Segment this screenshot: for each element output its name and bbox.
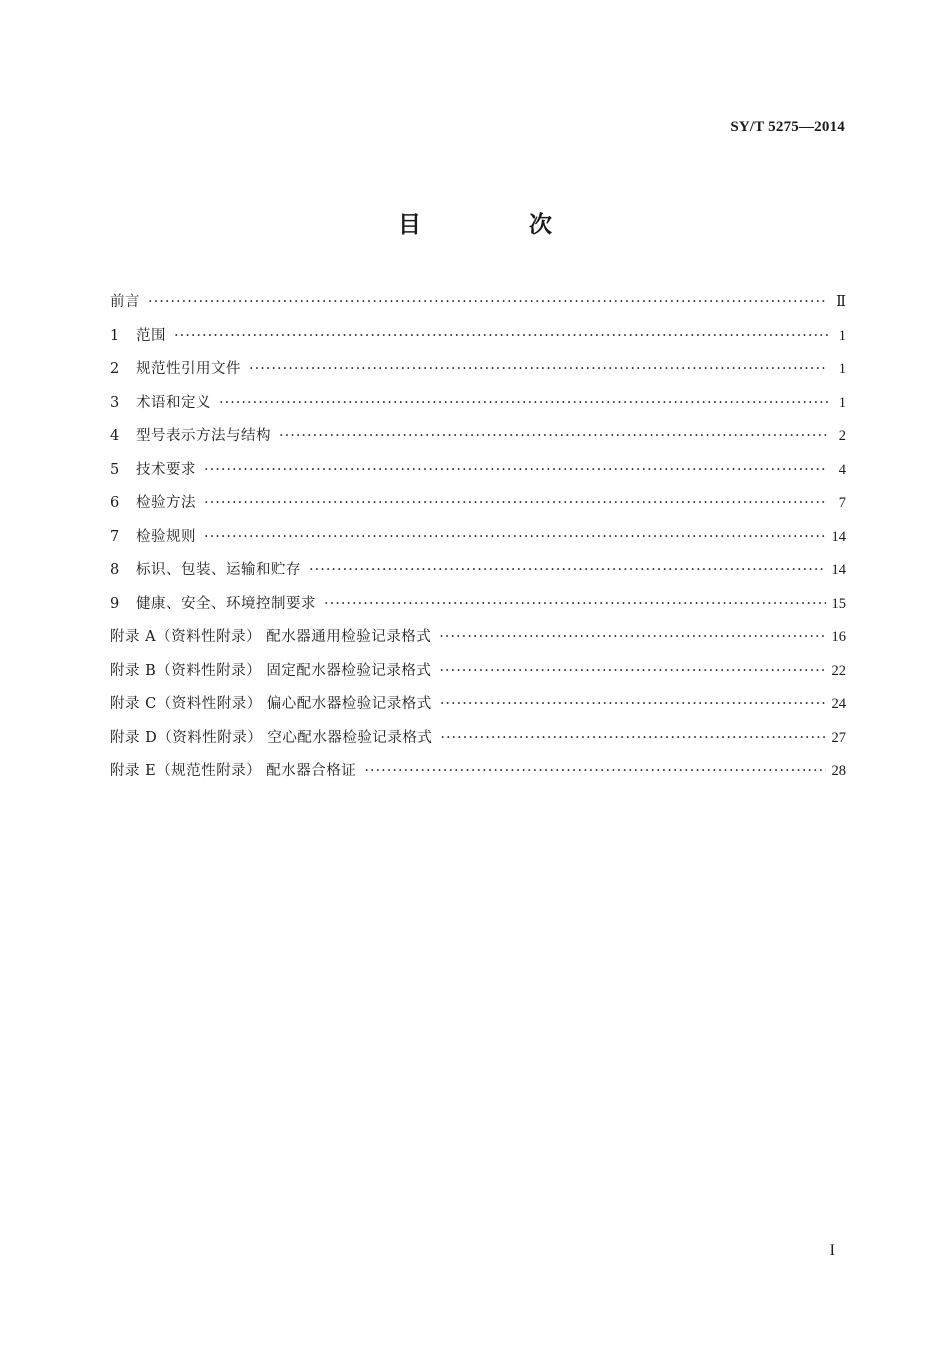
toc-entry-label: 检验规则 [136, 528, 196, 545]
toc-entry-number: 5 [110, 461, 120, 478]
toc-entry[interactable] [110, 625, 846, 659]
toc-entry[interactable] [110, 525, 846, 559]
toc-entry-page: 22 [831, 662, 846, 679]
toc-dot-leader [204, 458, 828, 483]
toc-entry[interactable] [110, 592, 846, 626]
toc-entry-page: 1 [838, 327, 846, 344]
toc-entry-page: 28 [831, 763, 846, 779]
toc-entry-number: 3 [110, 394, 120, 411]
toc-entry-label: 健康、安全、环境控制要求 [136, 595, 316, 612]
toc-entry[interactable] [110, 491, 846, 525]
toc-entry-number: 7 [110, 528, 120, 545]
toc-entry-number: 6 [110, 495, 120, 511]
toc-entry-label: 前言 [110, 294, 140, 310]
toc-entry-number: 4 [110, 428, 120, 444]
toc-dot-leader [204, 491, 828, 516]
toc-entry-page: 24 [831, 696, 846, 712]
toc-dot-leader [440, 692, 826, 717]
toc-entry-label: 型号表示方法与结构 [136, 428, 271, 444]
toc-entry[interactable] [110, 391, 846, 425]
toc-dot-leader [439, 659, 825, 684]
toc-entry[interactable] [110, 324, 846, 358]
toc-entry-number: 1 [110, 327, 120, 344]
toc-dot-leader [439, 625, 825, 650]
toc-entry-label: 技术要求 [136, 461, 196, 478]
toc-dot-leader [204, 525, 826, 550]
table-of-contents [110, 290, 846, 793]
toc-dot-leader [440, 726, 825, 751]
toc-dot-leader [309, 558, 826, 583]
toc-entry-page: 16 [831, 629, 846, 645]
toc-dot-leader [174, 324, 828, 349]
toc-entry-number: 8 [110, 562, 120, 578]
toc-entry[interactable] [110, 458, 846, 492]
page-title: 目 次 [397, 212, 602, 238]
toc-dot-leader [279, 424, 828, 449]
toc-dot-leader [219, 391, 828, 416]
toc-entry-number: 2 [110, 361, 120, 377]
toc-entry-label: 术语和定义 [136, 394, 211, 411]
page-number: I [829, 1242, 835, 1259]
toc-entry[interactable] [110, 759, 846, 793]
toc-entry-page: 4 [838, 461, 846, 478]
toc-entry-page: Ⅱ [836, 294, 846, 310]
toc-entry-label: 附录 C（资料性附录） 偏心配水器检验记录格式 [110, 696, 432, 712]
toc-entry[interactable] [110, 659, 846, 693]
toc-dot-leader [249, 357, 828, 382]
toc-entry-page: 7 [838, 495, 846, 511]
toc-entry-page: 15 [831, 595, 846, 612]
toc-dot-leader [148, 290, 828, 315]
toc-entry[interactable] [110, 357, 846, 391]
toc-dot-leader [324, 592, 826, 617]
toc-entry-label: 附录 A（资料性附录） 配水器通用检验记录格式 [110, 629, 432, 645]
toc-entry-label: 附录 B（资料性附录） 固定配水器检验记录格式 [110, 662, 432, 679]
toc-entry-page: 14 [831, 562, 846, 578]
toc-entry[interactable] [110, 558, 846, 592]
toc-entry-page: 2 [838, 428, 846, 444]
toc-entry-label: 附录 E（规范性附录） 配水器合格证 [110, 763, 357, 779]
toc-entry-label: 标识、包装、运输和贮存 [136, 562, 301, 578]
toc-entry-page: 1 [838, 361, 846, 377]
toc-entry-label: 检验方法 [136, 495, 196, 511]
toc-entry-label: 范围 [136, 327, 166, 344]
toc-entry-page: 27 [831, 729, 846, 746]
toc-entry-label: 附录 D（资料性附录） 空心配水器检验记录格式 [110, 729, 433, 746]
standard-code: SY/T 5275—2014 [730, 119, 845, 135]
toc-entry-page: 1 [838, 394, 846, 411]
toc-entry[interactable] [110, 692, 846, 726]
toc-entry-page: 14 [831, 528, 846, 545]
toc-dot-leader [364, 759, 825, 784]
toc-entry[interactable] [110, 726, 846, 760]
toc-entry[interactable] [110, 290, 846, 324]
toc-entry-number: 9 [110, 595, 120, 612]
toc-entry[interactable] [110, 424, 846, 458]
toc-entry-label: 规范性引用文件 [136, 361, 241, 377]
